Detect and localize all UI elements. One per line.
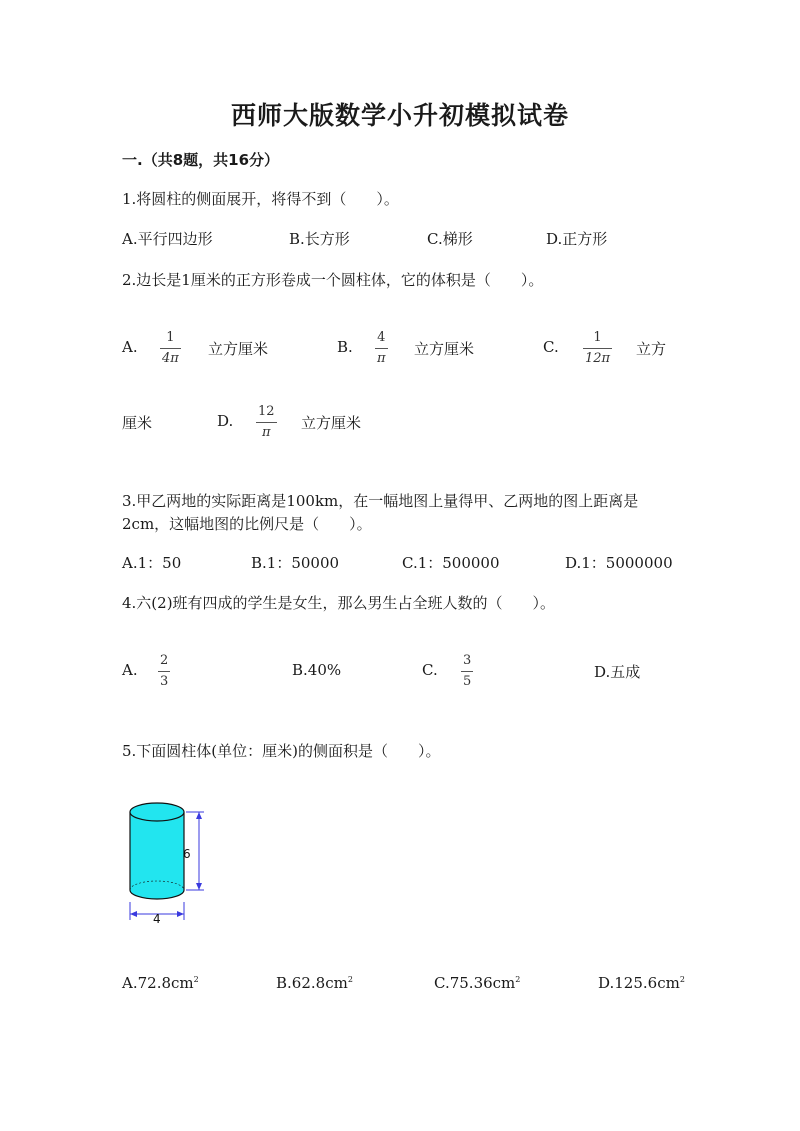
option-value: C.75.36cm	[434, 974, 516, 992]
option-value: D.125.6cm	[598, 974, 680, 992]
question-3-stem-line1: 3.甲乙两地的实际距离是100km，在一幅地图上量得甲、乙两地的图上距离是	[122, 492, 639, 510]
question-1-stem: 1.将圆柱的侧面展开，将得不到（ ）。	[122, 190, 399, 208]
fraction-denominator: 12π	[585, 351, 611, 366]
question-1-option-a[interactable]: A.平行四边形	[122, 230, 213, 248]
question-2-option-d-label[interactable]: D.	[217, 412, 234, 430]
question-1-option-d[interactable]: D.正方形	[546, 230, 608, 248]
question-5-option-b[interactable]	[276, 974, 353, 992]
question-4-option-b[interactable]: B.40%	[292, 661, 342, 679]
question-2-option-d-fraction	[256, 404, 277, 441]
fraction-numerator: 2	[160, 653, 169, 668]
question-3-option-c[interactable]: C.1：500000	[402, 554, 500, 572]
cylinder-body	[130, 812, 184, 899]
fraction-numerator: 1	[593, 330, 602, 345]
height-arrow-up	[196, 812, 202, 819]
question-2-option-b-unit: 立方厘米	[414, 340, 475, 358]
fraction-denominator: 3	[160, 674, 169, 689]
fraction-denominator: π	[262, 425, 271, 440]
question-2-stem: 2.边长是1厘米的正方形卷成一个圆柱体，它的体积是（ ）。	[122, 271, 544, 289]
question-4-option-c-fraction	[461, 653, 473, 690]
question-4-option-c-label[interactable]: C.	[422, 661, 438, 679]
fraction-bar	[160, 348, 181, 349]
question-2-option-a-fraction	[160, 330, 181, 367]
question-4-option-a-fraction	[158, 653, 170, 690]
option-value: A.72.8cm	[122, 974, 194, 992]
question-3-option-b[interactable]: B.1：50000	[251, 554, 340, 572]
fraction-numerator: 1	[166, 330, 175, 345]
option-superscript: 2	[347, 975, 353, 984]
question-1-option-b[interactable]: B.长方形	[289, 230, 350, 248]
fraction-numerator: 4	[377, 330, 386, 345]
option-value: B.62.8cm	[276, 974, 348, 992]
question-4-option-a-label[interactable]: A.	[122, 661, 138, 679]
question-3-option-d[interactable]: D.1：5000000	[565, 554, 673, 572]
question-4-option-d[interactable]: D.五成	[594, 663, 641, 681]
question-2-option-a-label[interactable]: A.	[122, 338, 138, 356]
question-3-option-a[interactable]: A.1：50	[122, 554, 182, 572]
height-arrow-down	[196, 883, 202, 890]
question-2-option-d-unit: 立方厘米	[301, 414, 362, 432]
fraction-bar	[461, 671, 473, 672]
question-2-option-a-unit: 立方厘米	[208, 340, 269, 358]
fraction-numerator: 12	[258, 404, 275, 419]
question-3-stem-line2: 2cm，这幅地图的比例尺是（ ）。	[122, 515, 372, 533]
cylinder-top	[130, 803, 184, 821]
height-label: 6	[183, 847, 191, 861]
question-5-option-a[interactable]	[122, 974, 199, 992]
option-superscript: 2	[679, 975, 685, 984]
question-2-option-b-fraction	[375, 330, 388, 367]
section-heading: 一.（共8题，共16分）	[122, 151, 280, 169]
fraction-bar	[158, 671, 170, 672]
fraction-numerator: 3	[463, 653, 472, 668]
question-2-option-b-label[interactable]: B.	[337, 338, 353, 356]
question-5-stem: 5.下面圆柱体(单位：厘米)的侧面积是（ ）。	[122, 742, 441, 760]
fraction-denominator: π	[377, 351, 386, 366]
question-2-option-c-fraction	[583, 330, 612, 367]
fraction-denominator: 5	[463, 674, 472, 689]
page-title: 西师大版数学小升初模拟试卷	[230, 101, 569, 130]
cylinder-figure	[120, 790, 210, 930]
question-2-option-c-label[interactable]: C.	[543, 338, 559, 356]
fraction-bar	[256, 422, 277, 423]
option-superscript: 2	[515, 975, 521, 984]
question-5-option-c[interactable]	[434, 974, 520, 992]
fraction-denominator: 4π	[162, 351, 179, 366]
option-superscript: 2	[193, 975, 199, 984]
question-5-option-d[interactable]	[598, 974, 685, 992]
diameter-arrow-left	[130, 911, 137, 917]
question-4-stem: 4.六(2)班有四成的学生是女生，那么男生占全班人数的（ ）。	[122, 594, 556, 612]
question-2-option-c-unit-part1: 立方	[636, 340, 667, 358]
question-2-option-c-unit-part2: 厘米	[122, 414, 153, 432]
fraction-bar	[375, 348, 388, 349]
diameter-arrow-right	[177, 911, 184, 917]
fraction-bar	[583, 348, 612, 349]
question-1-option-c[interactable]: C.梯形	[427, 230, 473, 248]
diameter-label: 4	[153, 912, 161, 926]
